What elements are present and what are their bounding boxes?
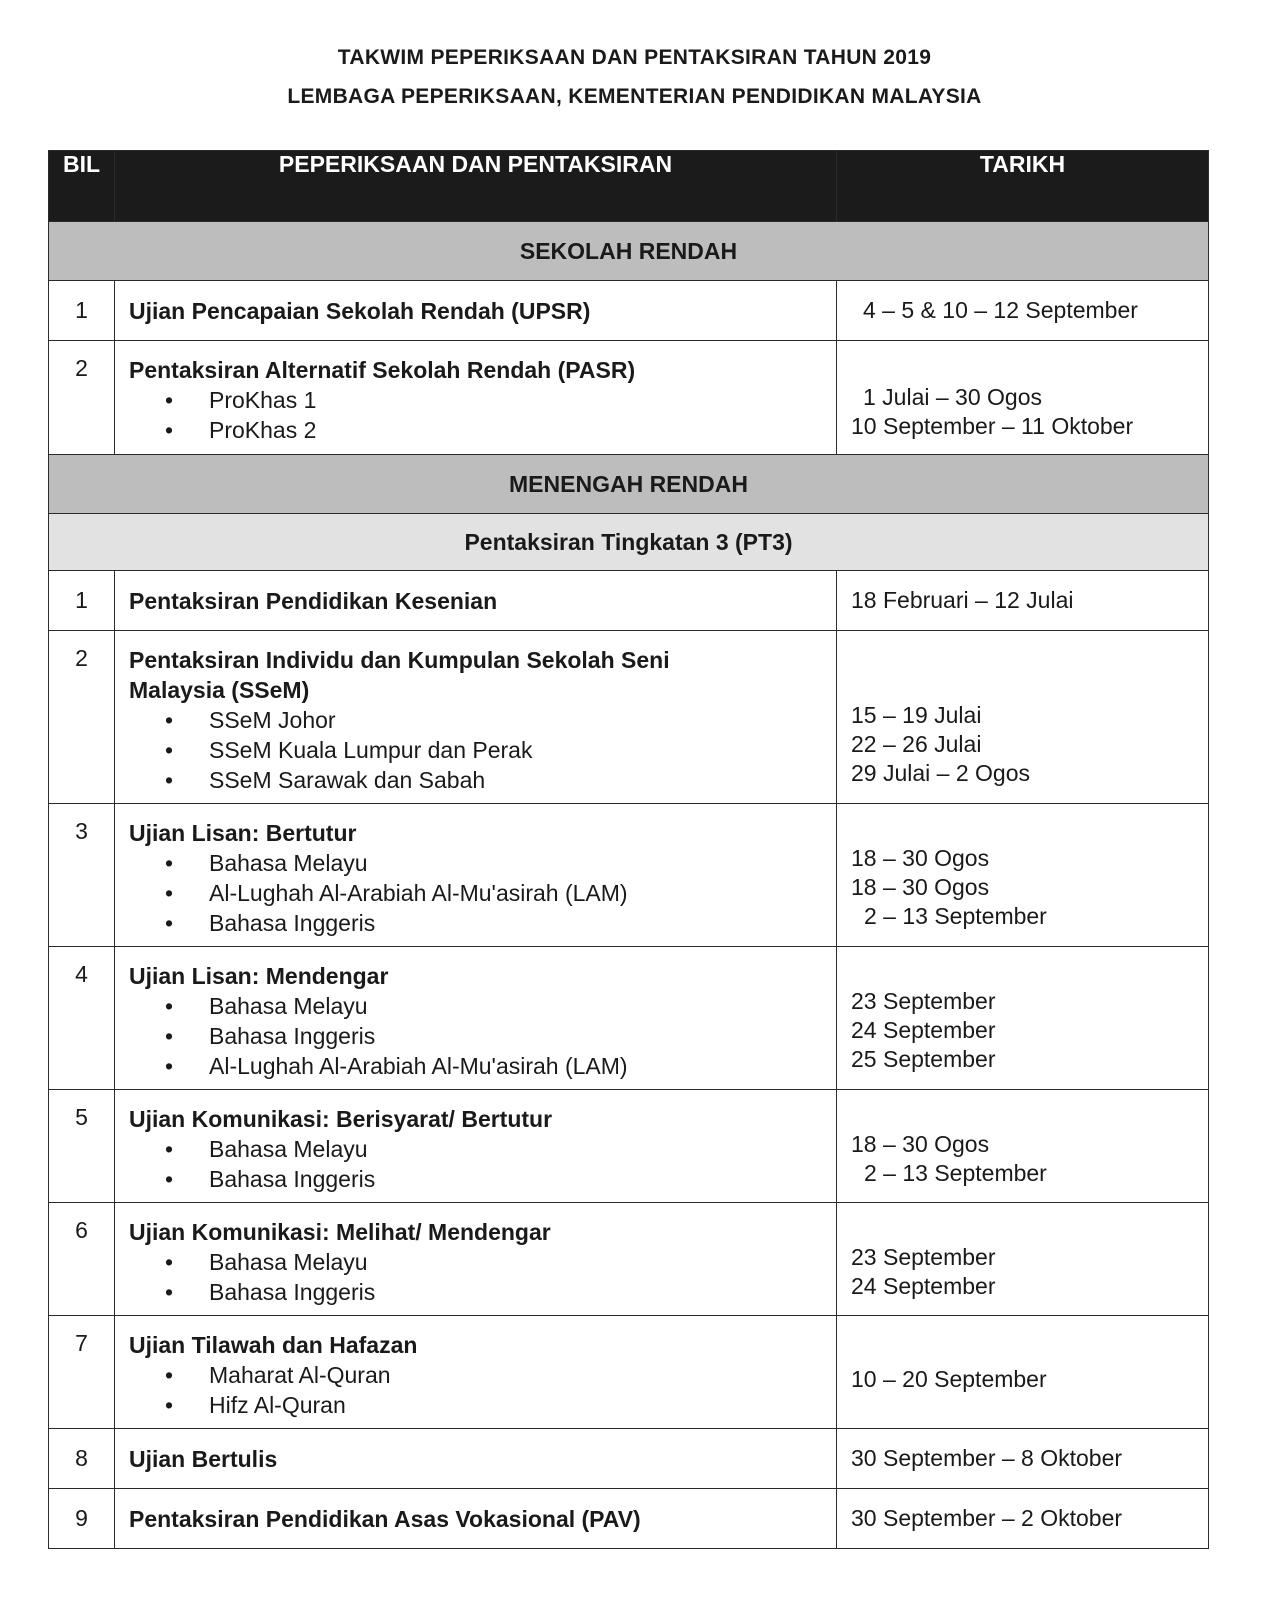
row-number: 6 bbox=[49, 1203, 115, 1316]
section-title: SEKOLAH RENDAH bbox=[49, 222, 1209, 281]
list-item: • Bahasa Melayu bbox=[209, 991, 826, 1021]
date-cell bbox=[837, 1489, 1209, 1549]
row-number: 2 bbox=[49, 631, 115, 804]
section-title: MENENGAH RENDAH bbox=[49, 455, 1209, 514]
list-item: • SSeM Sarawak dan Sabah bbox=[209, 765, 826, 795]
date-cell bbox=[837, 1203, 1209, 1316]
row-number: 2 bbox=[49, 341, 115, 455]
exam-cell bbox=[115, 1203, 837, 1316]
date-cell bbox=[837, 1316, 1209, 1429]
date-value: 23 September bbox=[851, 988, 996, 1014]
exam-name: Pentaksiran Pendidikan Asas Vokasional (PAV) bbox=[129, 1505, 641, 1532]
date-value: 30 September – 2 Oktober bbox=[851, 1505, 1123, 1531]
date-value: 29 Julai – 2 Ogos bbox=[851, 760, 1031, 786]
exam-cell bbox=[115, 571, 837, 631]
header-date: TARIKH bbox=[837, 151, 1209, 222]
exam-name: Ujian Bertulis bbox=[129, 1445, 278, 1472]
exam-cell bbox=[115, 631, 837, 804]
list-item: • Al-Lughah Al-Arabiah Al-Mu'asirah (LAM) bbox=[209, 878, 826, 908]
date-cell bbox=[837, 281, 1209, 341]
header-bil: BIL bbox=[49, 151, 115, 222]
date-list bbox=[851, 631, 1198, 788]
date-value: 25 September bbox=[851, 1046, 996, 1072]
exam-cell bbox=[115, 281, 837, 341]
list-item: • Bahasa Inggeris bbox=[209, 908, 826, 938]
sub-item-list bbox=[129, 1247, 826, 1307]
list-item: • ProKhas 1 bbox=[209, 385, 826, 415]
exam-name: Pentaksiran Alternatif Sekolah Rendah (PASR) bbox=[129, 357, 636, 383]
date-value: 24 September bbox=[851, 1017, 996, 1043]
list-item: • Al-Lughah Al-Arabiah Al-Mu'asirah (LAM) bbox=[209, 1051, 826, 1081]
sub-item-list bbox=[129, 1134, 826, 1194]
date-list bbox=[851, 1090, 1198, 1188]
exam-cell bbox=[115, 341, 837, 455]
list-item: • Bahasa Melayu bbox=[209, 848, 826, 878]
table-row bbox=[49, 341, 1209, 455]
sub-item-list bbox=[129, 991, 826, 1081]
row-number: 7 bbox=[49, 1316, 115, 1429]
exam-name: Ujian Lisan: Bertutur bbox=[129, 820, 357, 846]
date-value: 30 September – 8 Oktober bbox=[851, 1445, 1123, 1471]
table-row bbox=[49, 631, 1209, 804]
exam-name: Pentaksiran Pendidikan Kesenian bbox=[129, 587, 498, 614]
row-number: 1 bbox=[49, 571, 115, 631]
date-value: 15 – 19 Julai bbox=[851, 702, 982, 728]
date-cell bbox=[837, 571, 1209, 631]
date-value: 22 – 26 Julai bbox=[851, 731, 982, 757]
list-item: • Bahasa Inggeris bbox=[209, 1021, 826, 1051]
table-row bbox=[49, 281, 1209, 341]
row-number: 5 bbox=[49, 1090, 115, 1203]
list-item: • Bahasa Melayu bbox=[209, 1134, 826, 1164]
table-header-row bbox=[49, 151, 1209, 222]
list-item: • ProKhas 2 bbox=[209, 415, 826, 445]
row-number: 4 bbox=[49, 947, 115, 1090]
list-item: • SSeM Kuala Lumpur dan Perak bbox=[209, 735, 826, 765]
date-cell bbox=[837, 1090, 1209, 1203]
exam-name: Ujian Lisan: Mendengar bbox=[129, 963, 389, 989]
row-number: 1 bbox=[49, 281, 115, 341]
sub-item-list bbox=[129, 385, 826, 445]
list-item: • Bahasa Inggeris bbox=[209, 1277, 826, 1307]
sub-item-list bbox=[129, 705, 826, 795]
subsection-header-pt3 bbox=[49, 514, 1209, 571]
date-cell bbox=[837, 631, 1209, 804]
exam-cell bbox=[115, 804, 837, 947]
schedule-table bbox=[48, 150, 1209, 1549]
exam-cell bbox=[115, 1316, 837, 1429]
exam-name: Ujian Tilawah dan Hafazan bbox=[129, 1332, 418, 1358]
exam-name-line1: Pentaksiran Individu dan Kumpulan Sekolah Seni bbox=[129, 647, 670, 673]
date-cell bbox=[837, 804, 1209, 947]
date-value: 18 – 30 Ogos bbox=[851, 874, 990, 900]
list-item: • SSeM Johor bbox=[209, 705, 826, 735]
date-value: 2 – 13 September bbox=[864, 903, 1047, 929]
table-row bbox=[49, 1090, 1209, 1203]
row-number: 9 bbox=[49, 1489, 115, 1549]
list-item: • Hifz Al-Quran bbox=[209, 1390, 826, 1420]
date-value: 2 – 13 September bbox=[864, 1160, 1047, 1186]
header-exam: PEPERIKSAAN DAN PENTAKSIRAN bbox=[115, 151, 837, 222]
date-value: 24 September bbox=[851, 1273, 996, 1299]
date-value: 1 Julai – 30 Ogos bbox=[863, 384, 1043, 410]
date-value: 18 Februari – 12 Julai bbox=[851, 587, 1074, 613]
exam-name: Ujian Pencapaian Sekolah Rendah (UPSR) bbox=[129, 297, 591, 324]
date-cell bbox=[837, 341, 1209, 455]
date-list bbox=[851, 1203, 1198, 1301]
list-item: • Maharat Al-Quran bbox=[209, 1360, 826, 1390]
date-value: 10 – 20 September bbox=[851, 1365, 1047, 1392]
exam-name-line2: Malaysia (SSeM) bbox=[129, 677, 310, 703]
date-value: 23 September bbox=[851, 1244, 996, 1270]
section-header-lower-secondary bbox=[49, 455, 1209, 514]
table-row bbox=[49, 571, 1209, 631]
subsection-title: Pentaksiran Tingkatan 3 (PT3) bbox=[49, 514, 1209, 571]
document-subtitle: LEMBAGA PEPERIKSAAN, KEMENTERIAN PENDIDIKAN MALAYSIA bbox=[287, 85, 982, 108]
table-row bbox=[49, 1203, 1209, 1316]
row-number: 3 bbox=[49, 804, 115, 947]
exam-name: Ujian Komunikasi: Melihat/ Mendengar bbox=[129, 1219, 551, 1245]
sub-item-list bbox=[129, 1360, 826, 1420]
list-item: • Bahasa Melayu bbox=[209, 1247, 826, 1277]
date-list bbox=[851, 341, 1198, 441]
table-row bbox=[49, 804, 1209, 947]
sub-item-list bbox=[129, 848, 826, 938]
date-value: 4 – 5 & 10 – 12 September bbox=[863, 297, 1138, 323]
section-header-primary bbox=[49, 222, 1209, 281]
date-value: 18 – 30 Ogos bbox=[851, 1131, 990, 1157]
date-value: 10 September – 11 Oktober bbox=[851, 413, 1134, 439]
date-list bbox=[851, 804, 1198, 931]
exam-cell bbox=[115, 1489, 837, 1549]
table-row bbox=[49, 1489, 1209, 1549]
table-row bbox=[49, 1429, 1209, 1489]
exam-cell bbox=[115, 1090, 837, 1203]
table-row bbox=[49, 1316, 1209, 1429]
exam-cell bbox=[115, 1429, 837, 1489]
date-cell bbox=[837, 1429, 1209, 1489]
table-row bbox=[49, 947, 1209, 1090]
date-list bbox=[851, 947, 1198, 1074]
date-cell bbox=[837, 947, 1209, 1090]
date-value: 18 – 30 Ogos bbox=[851, 845, 990, 871]
exam-name: Ujian Komunikasi: Berisyarat/ Bertutur bbox=[129, 1106, 553, 1132]
document-title: TAKWIM PEPERIKSAAN DAN PENTAKSIRAN TAHUN 2019 bbox=[337, 46, 932, 69]
exam-cell bbox=[115, 947, 837, 1090]
list-item: • Bahasa Inggeris bbox=[209, 1164, 826, 1194]
row-number: 8 bbox=[49, 1429, 115, 1489]
